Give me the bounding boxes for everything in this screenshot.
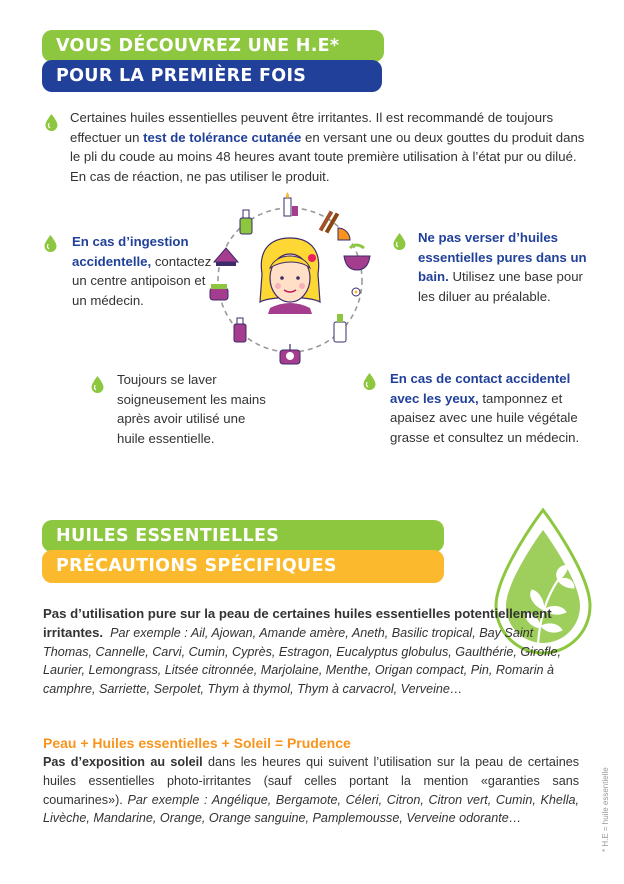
drop-icon: [363, 373, 376, 390]
drop-icon: [91, 376, 104, 393]
precautions-examples: Par exemple : Ail, Ajowan, Amande amère, Aneth, Basilic tropical, Bay Saint Thomas, Cannelle, Carvi, Cumin, Cyprès, Estragon, Eucalyptus globulus, Gaulthérie, Girofle, Laurier, Lemongrass, Litsée citronnée, Marjolaine, Menthe, Origan compact, Pin, Romarin à camphre, Sarriette, Serpolet, Thym à thymol, Thym à carvacrol, Verveine…: [43, 625, 561, 697]
tip-ingestion: En cas d’ingestion accidentelle, contactez un centre antipoison et un médecin.: [72, 234, 212, 308]
essential-oil-bottle-icon: [240, 210, 252, 234]
spray-bottle-icon: [334, 314, 346, 342]
cinnamon-citrus-icon: [319, 210, 350, 240]
sun-prudence-title: Peau + Huiles essentielles + Soleil = Prudence: [43, 735, 351, 751]
candles-icon: [284, 192, 298, 216]
tolerance-test-highlight: test de tolérance cutanée: [143, 129, 302, 145]
sun-paragraph: Pas d’exposition au soleil dans les heures qui suivent l’utilisation sur la peau de certaines huiles essentielles photo-irritantes (sauf celles portant la mention «garanties sans coumarines»). Par exemple : Angélique, Bergamote, Céleri, Citron, Citron vert, Cumin, Khella, Livèche, Mandarine, Orange, Orange sanguine, Pamplemousse, Verveine odorante…: [43, 755, 579, 826]
diffuser-icon: [214, 248, 238, 266]
section-banner-discover-line1: VOUS DÉCOUVREZ UNE H.E*: [42, 30, 384, 62]
tip-mains: Toujours se laver soigneusement les mains après avoir utilisé une huile essentielle.: [117, 372, 266, 446]
section-banner-discover-line2: POUR LA PREMIÈRE FOIS: [42, 60, 382, 92]
drop-icon: [44, 235, 57, 252]
mortar-icon: [344, 245, 370, 270]
woman-face-icon: [260, 238, 320, 314]
tip-yeux: En cas de contact accidentel avec les yeux, tamponnez et apaisez avec une huile végétale grasse et consultez un médecin.: [390, 371, 580, 445]
intro-paragraph: Certaines huiles essentielles peuvent être irritantes. Il est recommandé de toujours effectuer un test de tolérance cutanée en versant une ou deux gouttes du produit dans le pli du coude au moins 48 heures avant toute première utilisation à l’état pur ou dilué. En cas de réaction, ne pas utiliser le produit.: [70, 110, 585, 184]
dropper-bottle-icon: [234, 318, 246, 342]
cream-jar-icon: [210, 284, 228, 300]
section-banner-precautions-line1: HUILES ESSENTIELLES: [42, 520, 444, 552]
section-banner-precautions-line2: PRÉCAUTIONS SPÉCIFIQUES: [42, 550, 444, 583]
drop-icon: [45, 114, 58, 131]
tip-bain: Ne pas verser d’huiles essentielles pures dans un bain. Utilisez une base pour les diluer au préalable.: [418, 230, 587, 304]
drop-icon: [393, 233, 406, 250]
footnote: * H.E = huile essentielle: [601, 767, 610, 852]
flower-icon: [352, 288, 360, 296]
aromatherapy-illustration: [200, 190, 380, 370]
precautions-lead: Pas d’utilisation pure sur la peau de certaines huiles essentielles potentiellement irritantes.: [43, 606, 552, 640]
precautions-paragraph: [43, 605, 583, 699]
scale-icon: [280, 344, 300, 364]
